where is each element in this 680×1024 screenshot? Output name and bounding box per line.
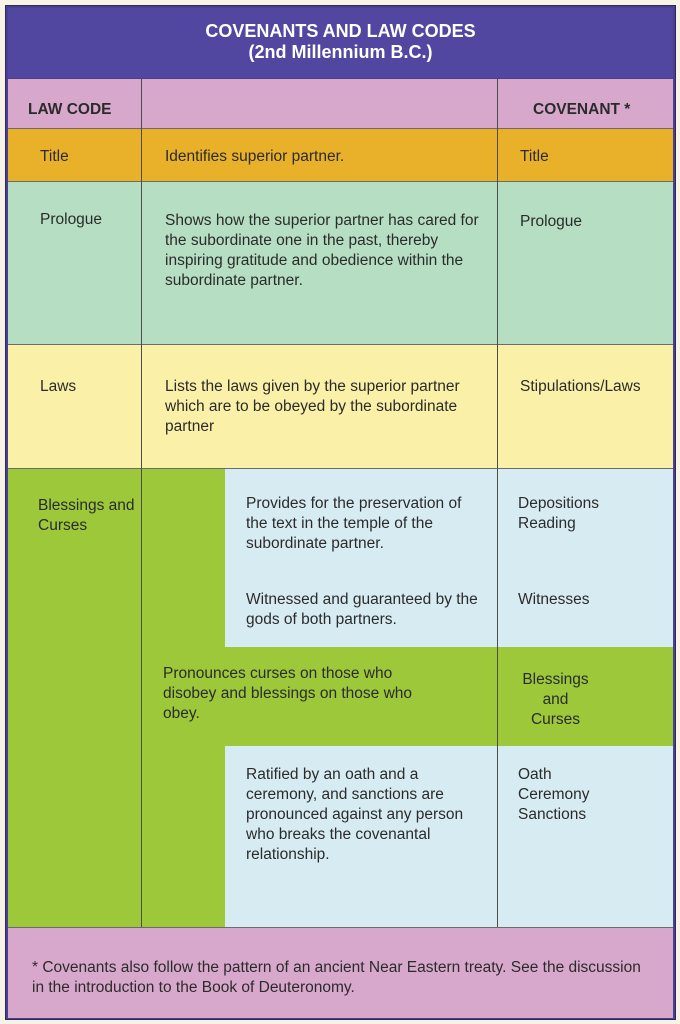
title-line-1: COVENANTS AND LAW CODES (205, 21, 476, 41)
column-divider (497, 79, 498, 927)
title-covenant: Title (520, 148, 549, 165)
chart-frame (5, 5, 676, 1020)
title-law: Title (40, 148, 69, 165)
blessings-law: Blessings and Curses (38, 497, 135, 534)
footnote: * Covenants also follow the pattern of an ancient Near Eastern treaty. See the discussion in the introduction to the Book of Deuteronomy. (32, 959, 641, 996)
curses-covenant: Blessings and Curses (522, 671, 589, 728)
prologue-description: Shows how the superior partner has cared for the subordinate one in the past, thereby inspiring gratitude and obedience within the subordinate partner. (165, 212, 479, 289)
deposition-covenant: Depositions Reading (518, 495, 599, 532)
title-description: Identifies superior partner. (165, 148, 345, 165)
column-divider (141, 79, 142, 927)
curses-description: Pronounces curses on those who disobey and blessings on those who obey. (163, 665, 413, 722)
divider (8, 181, 673, 182)
row-prologue (8, 182, 673, 344)
title-line-2: (2nd Millennium B.C.) (248, 42, 433, 62)
row-title (8, 129, 673, 181)
oath-description: Ratified by an oath and a ceremony, and sanctions are pronounced against any person who breaks the covenantal relationship. (246, 766, 464, 863)
oath-covenant: Oath Ceremony Sanctions (518, 766, 590, 823)
header-covenant: COVENANT * (533, 101, 631, 118)
prologue-law: Prologue (40, 211, 103, 228)
header-covenant-cell (498, 79, 673, 128)
header-law-code: LAW CODE (28, 101, 112, 118)
footnote-cell (8, 928, 673, 1018)
deposition-description: Provides for the preservation of the text in the temple of the subordinate partner. (246, 495, 462, 552)
divider (8, 927, 673, 928)
row-laws (8, 345, 673, 468)
divider (8, 468, 673, 469)
header-law-code-cell (8, 79, 141, 128)
header-middle-cell (142, 79, 497, 128)
laws-description: Lists the laws given by the superior partner which are to be obeyed by the subordinate partner (165, 378, 460, 435)
laws-law: Laws (40, 378, 77, 395)
table-title (8, 8, 673, 78)
divider (8, 128, 673, 129)
divider (8, 344, 673, 345)
prologue-covenant: Prologue (520, 213, 583, 230)
witnesses-covenant: Witnesses (518, 591, 590, 608)
witnesses-description: Witnessed and guaranteed by the gods of both partners. (246, 591, 478, 628)
laws-covenant: Stipulations/Laws (520, 378, 641, 395)
